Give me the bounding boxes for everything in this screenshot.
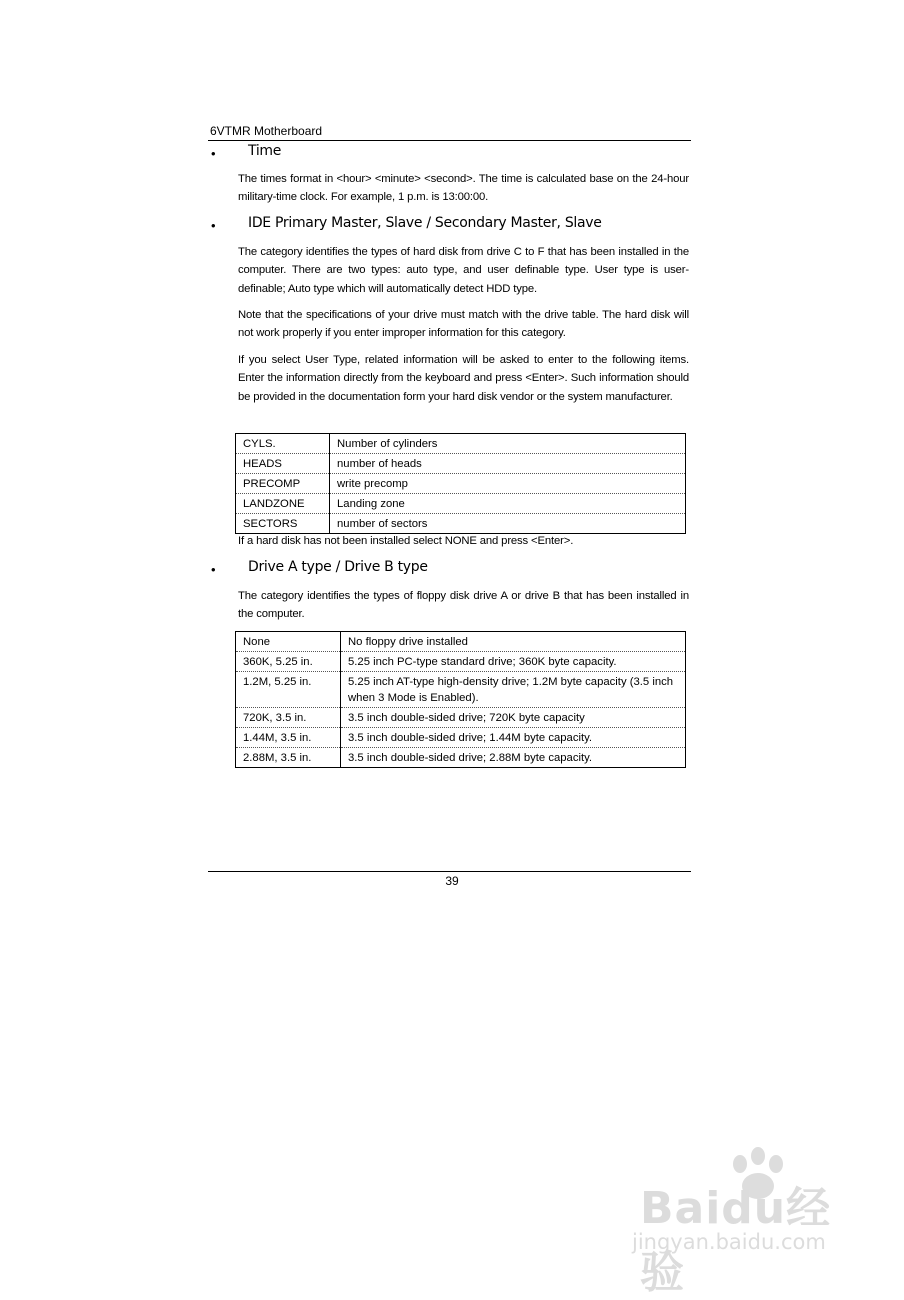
- table-key: CYLS.: [236, 434, 330, 454]
- ide-description: The category identifies the types of hard disk from drive C to F that has been installed in the computer. There are two types: auto type, and user definable type. User type is user-definable; Auto type which will automatically detect HDD type.: [238, 246, 689, 295]
- table-value: Number of cylinders: [330, 434, 686, 454]
- bullet-icon: •: [211, 562, 216, 577]
- table-value: write precomp: [330, 474, 686, 494]
- table-value: 3.5 inch double-sided drive; 2.88M byte capacity.: [348, 752, 593, 764]
- table-key: 1.2M, 5.25 in.: [236, 672, 341, 708]
- table-key: 2.88M, 3.5 in.: [236, 748, 341, 768]
- table-key: 360K, 5.25 in.: [236, 652, 341, 672]
- time-description: The times format in <hour> <minute> <second>. The time is calculated base on the 24-hour military-time clock. For example, 1 p.m. is 13:00:00.: [238, 173, 689, 204]
- table-key: SECTORS: [236, 514, 330, 534]
- section-title-ide: IDE Primary Master, Slave / Secondary Master, Slave: [248, 215, 602, 231]
- hdd-parameter-table: [235, 433, 686, 534]
- watermark-brand: Baidu经验: [640, 1183, 832, 1298]
- page-header-title: 6VTMR Motherboard: [210, 124, 323, 138]
- page-number: 39: [445, 874, 459, 888]
- table-row: [236, 652, 686, 672]
- table-value: 5.25 inch AT-type high-density drive; 1.2M byte capacity (3.5 inch when 3 Mode is Enabled).: [341, 672, 686, 708]
- floppy-type-table: [235, 631, 686, 768]
- table-key: None: [236, 632, 341, 652]
- bullet-icon: •: [211, 146, 216, 161]
- table-row: [236, 494, 686, 514]
- ide-note: Note that the specifications of your drive must match with the drive table. The hard disk will not work properly if you enter improper information for this category.: [238, 309, 689, 340]
- table-row: [236, 728, 686, 748]
- table-value: Landing zone: [330, 494, 686, 514]
- table-row: [236, 474, 686, 494]
- table-row: [236, 434, 686, 454]
- table-value: 3.5 inch double-sided drive; 1.44M byte capacity.: [341, 728, 686, 748]
- ide-user-type-info: If you select User Type, related information will be asked to enter to the following items. Enter the information directly from the keyboard and press <Enter>. Such information should be provided in the documentation form your hard disk vendor or the system manufacturer.: [238, 354, 689, 403]
- hdd-none-note: If a hard disk has not been installed select NONE and press <Enter>.: [238, 535, 574, 547]
- bullet-icon: •: [211, 218, 216, 233]
- table-row: [236, 672, 686, 708]
- watermark-url: jingyan.baidu.com: [632, 1230, 826, 1254]
- table-key: 720K, 3.5 in.: [236, 708, 341, 728]
- section-title-time: Time: [248, 143, 282, 159]
- table-key: HEADS: [236, 454, 330, 474]
- table-value: 5.25 inch PC-type standard drive; 360K byte capacity.: [341, 652, 686, 672]
- footer-divider: [208, 871, 691, 872]
- drive-description: The category identifies the types of floppy disk drive A or drive B that has been installed in the computer.: [238, 590, 689, 621]
- table-key: LANDZONE: [236, 494, 330, 514]
- table-row: [236, 708, 686, 728]
- header-divider: [208, 140, 691, 141]
- table-value: 3.5 inch double-sided drive; 720K byte capacity: [341, 708, 686, 728]
- table-row: [236, 748, 686, 768]
- table-key: PRECOMP: [236, 474, 330, 494]
- table-value: No floppy drive installed: [341, 632, 686, 652]
- table-value: number of heads: [330, 454, 686, 474]
- table-key: 1.44M, 3.5 in.: [236, 728, 341, 748]
- table-row: [236, 454, 686, 474]
- table-row: [236, 514, 686, 534]
- section-title-drive: Drive A type / Drive B type: [248, 559, 428, 575]
- baidu-watermark: [620, 1150, 870, 1298]
- table-value: number of sectors: [337, 518, 428, 530]
- table-row: [236, 632, 686, 652]
